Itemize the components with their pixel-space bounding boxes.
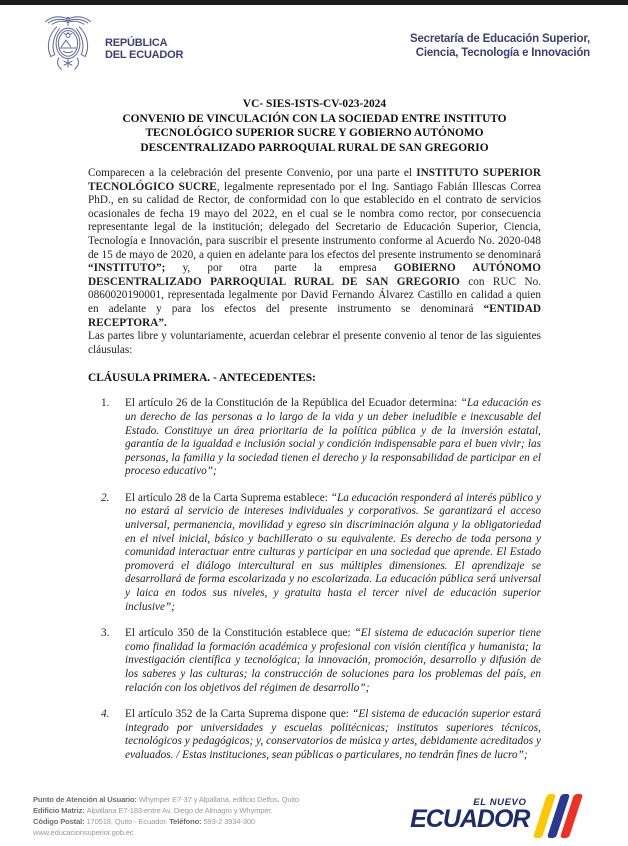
republic-title	[105, 37, 183, 86]
title-line-1: CONVENIO DE VINCULACIÓN CON LA SOCIEDAD ENTRE INSTITUTO	[122, 112, 507, 125]
text-segment: , legalmente representado por el Ing. Santiago Fabián Illescas Correa PhD., en su calidad de Rector, de conformidad con lo que establecido en el contrato de servicios ocasionales de fecha 19 mayo del 2022, en el cual se le nombra como rector, por consecuencia representante legal de la institución; delegado del Secretario de Educación Superior, Ciencia, Tecnología e Innovación, para suscribir el presente instrumento conforme al Acuerdo No. 2020-048 de 15 de mayo de 2020, a quien en adelante para los efectos del presente instrumento se denominará	[88, 180, 542, 261]
intro-section	[88, 167, 541, 357]
logo-line1: EL NUEVO	[473, 797, 527, 808]
text-segment: con RUC No. 0860020190001, representada legalmente por David Fernando Álvarez Castillo en calidad a quien en adelante y para los efectos del presente instrumento se denominará	[88, 275, 542, 315]
intro-closing	[88, 330, 541, 357]
page-footer	[0, 794, 628, 838]
footer-contact-line	[33, 827, 299, 838]
list-item-text	[125, 627, 541, 695]
text-segment: El artículo 350 de la Constitución establece que:	[125, 627, 355, 640]
list-item	[88, 397, 541, 479]
text-segment: “INSTITUTO”;	[88, 262, 166, 275]
footer-contact-line	[33, 794, 299, 805]
secretaria-title	[410, 33, 590, 86]
list-item-number: 4.	[101, 708, 110, 721]
footer-contact-block	[33, 794, 299, 838]
list-item-text	[125, 397, 541, 479]
text-segment: Las partes libre y voluntariamente, acuerdan celebrar el presente convenio al tenor de las siguientes cláusulas:	[88, 330, 541, 356]
republic-line1: REPÚBLICA	[105, 37, 168, 49]
antecedentes-list	[88, 397, 541, 762]
coat-of-arms-icon	[35, 11, 101, 86]
page-header	[0, 5, 628, 86]
republic-line2: DEL ECUADOR	[105, 49, 184, 61]
header-left	[35, 11, 183, 86]
text-segment: Edificio Matriz:	[33, 806, 87, 815]
list-item-number: 1.	[101, 397, 110, 410]
text-segment: Alpallana E7-183 entre Av. Diego de Almagro y Whymper.	[86, 806, 273, 815]
list-item-number: 3.	[101, 627, 110, 640]
text-segment: Punto de Atención al Usuario:	[33, 795, 139, 804]
list-item	[88, 627, 541, 695]
secretaria-line1: Secretaría de Educación Superior,	[409, 33, 590, 45]
text-segment: “ENTIDAD RECEPTORA”.	[88, 302, 541, 329]
text-segment: INSTITUTO SUPERIOR TECNOLÓGICO SUCRE	[88, 167, 541, 193]
intro-paragraph	[88, 167, 541, 329]
text-segment: GOBIERNO AUTÓNOMO DESCENTRALIZADO PARROQUIAL RURAL DE SAN GREGORIO	[88, 262, 541, 288]
list-item	[88, 492, 541, 614]
text-segment: y, por otra parte la empresa	[165, 262, 394, 275]
secretaria-line2: Ciencia, Tecnología e Innovación	[415, 46, 590, 59]
document-body	[0, 97, 628, 763]
text-segment: El artículo 26 de la Constitución de la República del Ecuador determina:	[125, 397, 461, 410]
text-segment: 593-2 3934-300	[203, 817, 255, 826]
footer-contact-line	[33, 805, 299, 816]
list-item-number: 2.	[101, 491, 110, 504]
text-segment: Whymper E7-37 y Alpallana, edificio Delfos, Quito	[138, 795, 299, 804]
title-line-2: TECNOLÓGICO SUPERIOR SUCRE Y GOBIERNO AUTÓNOMO	[145, 127, 484, 139]
clause-heading: CLÁUSULA PRIMERA. - ANTECEDENTES:	[88, 372, 316, 385]
el-nuevo-ecuador-logo	[410, 798, 576, 838]
title-line-3: DESCENTRALIZADO PARROQUIAL RURAL DE SAN GREGORIO	[140, 141, 489, 154]
text-segment: Comparecen a la celebración del presente Convenio, por una parte el	[88, 167, 417, 179]
document-code: VC- SIES-ISTS-CV-023-2024	[242, 98, 387, 110]
text-segment: “La educación es un derecho de las personas a lo largo de la vida y un deber ineludible e inexcusable del Estado. Constituye un área prioritaria de la política pública y de la inversión estatal, garantía de la igualdad e inclusión social y condición indispensable para el buen vivir; las personas, la familia y la sociedad tienen el derecho y la responsabilidad de participar en el proceso educativo”;	[125, 397, 541, 478]
text-segment: “El sistema de educación superior estará integrado por universidades y escuelas politécnicas; institutos superiores técnicos, tecnológicos y pedagógicos; y, conservatorios de música y artes, debidamente acreditados y evaluados. / Estas instituciones, sean públicas o particulares, no tendrán fines de lucro”;	[125, 708, 541, 761]
logo-line2: ECUADOR	[410, 805, 530, 833]
list-item	[88, 708, 541, 762]
list-item-text	[125, 492, 541, 614]
text-segment: www.educacionsuperior.gob.ec	[33, 828, 134, 837]
text-segment: “La educación responderá al interés público y no estará al servicio de intereses individuales y corporativos. Se garantizará el acceso universal, permanencia, movilidad y egreso sin discriminación alguna y la obligatoriedad en el nivel inicial, básico y bachillerato o su equivalente. Es derecho de toda persona y comunidad interactuar entre culturas y participar en una sociedad que aprende. El Estado promoverá el diálogo intercultural en sus múltiples dimensiones. El aprendizaje se desarrollará de forma escolarizada y no escolarizada. La educación pública será universal y laica en todos sus niveles, y gratuita hasta el tercer nivel de educación superior inclusive”;	[125, 491, 541, 613]
text-segment: Teléfono:	[169, 817, 204, 826]
text-segment: El artículo 352 de la Carta Suprema dispone que:	[125, 708, 353, 721]
text-segment: 170518, Quito - Ecuador.	[86, 817, 170, 826]
logo-text	[410, 798, 529, 831]
list-item-text	[125, 708, 541, 762]
document-title	[88, 97, 541, 155]
footer-contact-line	[33, 816, 299, 827]
text-segment: Código Postal:	[33, 817, 87, 826]
text-segment: “El sistema de educación superior tiene como finalidad la formación académica y profesional con visión científica y humanista; la investigación científica y tecnológica; la innovación, promoción, desarrollo y difusión de los saberes y las culturas; la construcción de soluciones para los problemas del país, en relación con los objetivos del régimen de desarrollo”;	[125, 627, 541, 694]
text-segment: El artículo 28 de la Carta Suprema establece:	[125, 491, 331, 504]
flag-stripes-icon	[536, 794, 577, 838]
